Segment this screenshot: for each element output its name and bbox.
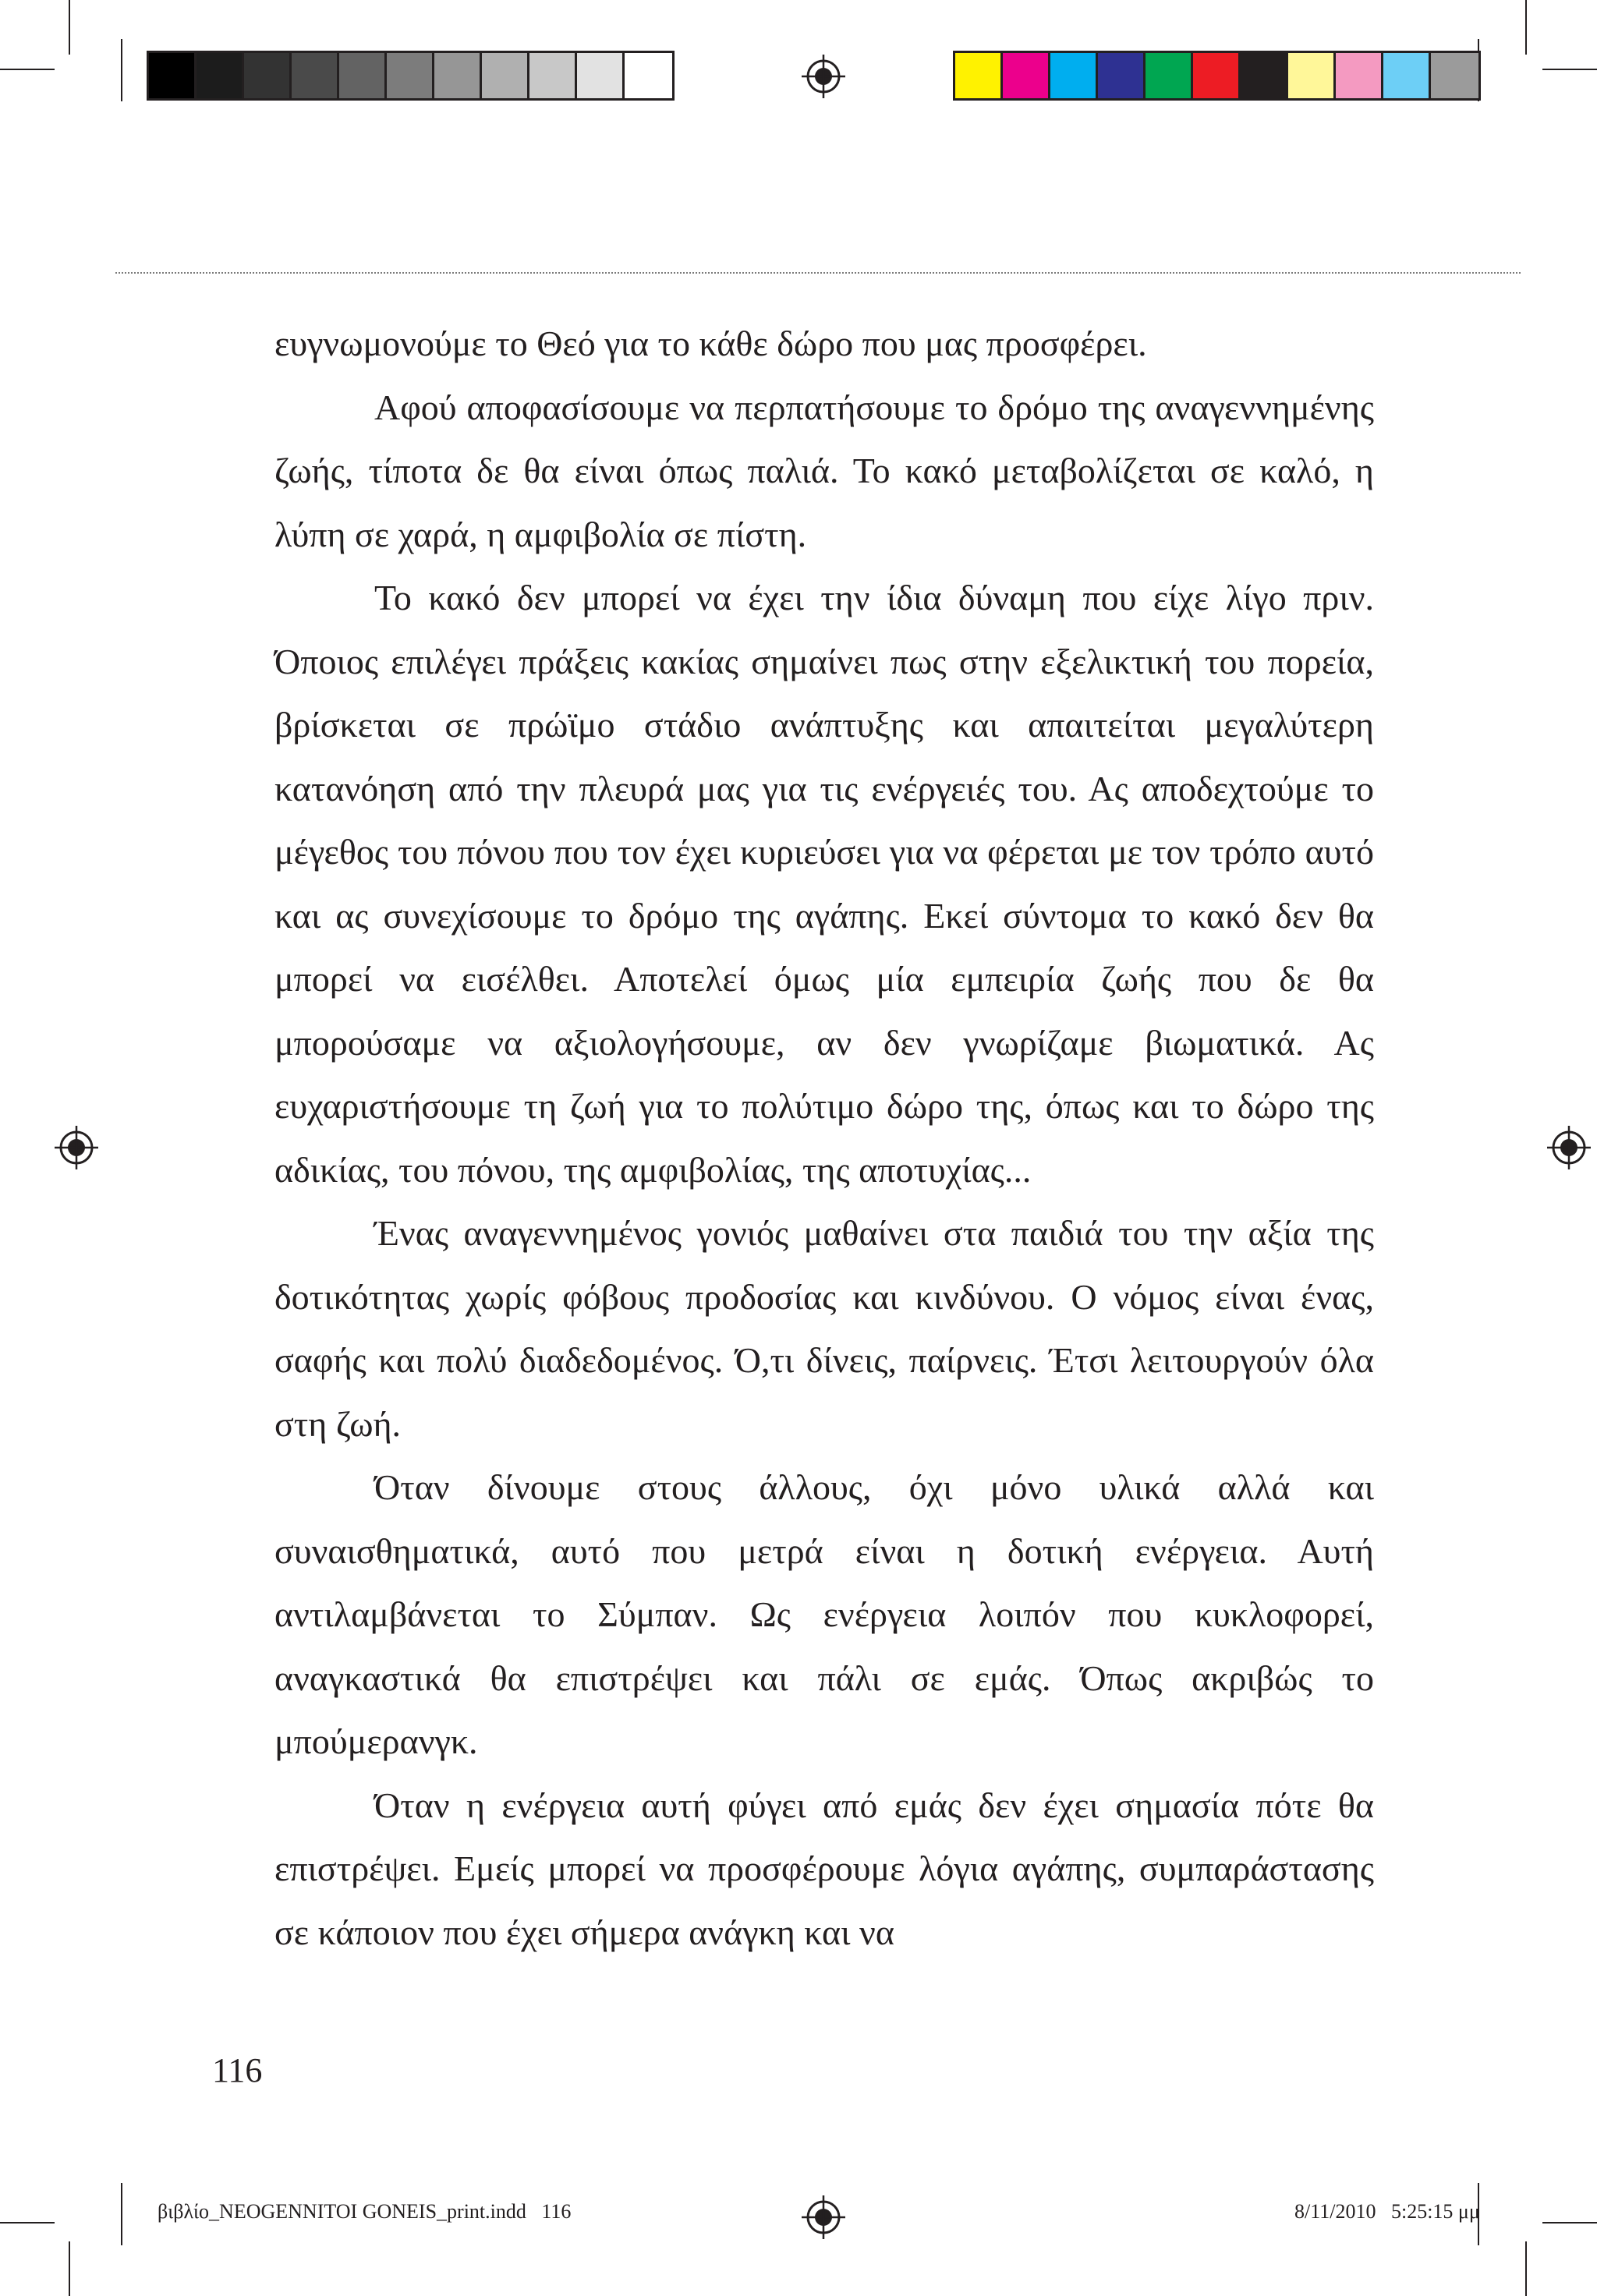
crop-mark bbox=[1525, 2241, 1527, 2296]
crop-mark bbox=[1525, 0, 1527, 55]
color-swatch bbox=[1193, 53, 1241, 98]
color-swatch bbox=[149, 53, 197, 98]
crop-mark bbox=[69, 0, 70, 55]
color-swatch bbox=[244, 53, 292, 98]
color-swatch bbox=[1050, 53, 1098, 98]
registration-mark-icon bbox=[802, 55, 845, 98]
color-swatch bbox=[387, 53, 434, 98]
paragraph: Το κακό δεν μπορεί να έχει την ίδια δύναμη που είχε λίγο πριν. Όποιος επιλέγει πράξεις κακίας σημαίνει πως στην εξελικτική του πορεία, βρίσκεται σε πρώϊμο στάδιο ανάπτυξης και απαιτείται μεγαλύτερη κατανόηση από την πλευρά μας για τις ενέργειές του. Ας αποδεχτούμε το μέγεθος του πόνου που τον έχει κυριεύσει για να φέρεται με τον τρόπο αυτό και ας συνεχίσουμε το δρόμο της αγάπης. Εκεί σύντομα το κακό δεν θα μπορεί να εισέλθει. Αποτελεί όμως μία εμπειρία ζωής που δε θα μπορούσαμε να αξιολογήσουμε, αν δεν γνωρίζαμε βιωματικά. Ας ευχαριστήσουμε τη ζωή για το πολύτιμο δώρο της, όπως και το δώρο της αδικίας, του πόνου, της αμφιβολίας, της αποτυχίας... bbox=[274, 578, 1374, 1190]
paragraph: Ένας αναγεννημένος γονιός μαθαίνει στα παιδιά του την αξία της δοτικότητας χωρίς φόβους προδοσίας και κινδύνου. Ο νόμος είναι ένας, σαφής και πολύ διαδεδομένος. Ό,τι δίνεις, παίρνεις. Έτσι λειτουργούν όλα στη ζωή. bbox=[274, 1213, 1374, 1444]
crop-mark bbox=[0, 69, 55, 70]
crop-mark bbox=[69, 2241, 70, 2296]
color-swatch bbox=[1336, 53, 1383, 98]
color-swatch bbox=[482, 53, 529, 98]
header-dotted-rule bbox=[115, 272, 1521, 274]
crop-mark bbox=[1542, 69, 1597, 70]
paragraph: Αφού αποφασίσουμε να περπατήσουμε το δρόμο της αναγεννημένης ζωής, τίποτα δε θα είναι όπως παλιά. Το κακό μεταβολίζεται σε καλό, η λύπη σε χαρά, η αμφιβολία σε πίστη. bbox=[274, 387, 1374, 554]
color-swatch bbox=[1146, 53, 1193, 98]
color-swatch bbox=[292, 53, 339, 98]
crop-mark bbox=[121, 2183, 122, 2245]
color-swatch bbox=[339, 53, 387, 98]
color-swatch bbox=[1383, 53, 1431, 98]
slug-file-name: βιβλίο_NEOGENNITOI GONEIS_print.indd 116 bbox=[158, 2200, 572, 2223]
color-swatch bbox=[1288, 53, 1336, 98]
color-swatch bbox=[625, 53, 672, 98]
body-text bbox=[274, 312, 1374, 1964]
page-number: 116 bbox=[212, 2051, 263, 2089]
color-swatch bbox=[434, 53, 482, 98]
color-swatch bbox=[1241, 53, 1288, 98]
color-swatch bbox=[955, 53, 1003, 98]
paragraph: ευγνωμονούμε το Θεό για το κάθε δώρο που μας προσφέρει. bbox=[274, 324, 1147, 363]
crop-mark bbox=[121, 39, 122, 101]
color-swatch bbox=[1098, 53, 1146, 98]
color-swatch bbox=[1003, 53, 1050, 98]
color-swatch bbox=[197, 53, 244, 98]
color-swatch bbox=[529, 53, 577, 98]
paragraph: Όταν δίνουμε στους άλλους, όχι μόνο υλικά αλλά και συναισθηματικά, αυτό που μετρά είναι η δοτική ενέργεια. Αυτή αντιλαμβάνεται το Σύμπαν. Ως ενέργεια λοιπόν που κυκλοφορεί, αναγκαστικά θα επιστρέψει και πάλι σε εμάς. Όπως ακριβώς το μπούμερανγκ. bbox=[274, 1467, 1374, 1761]
paragraph: Όταν η ενέργεια αυτή φύγει από εμάς δεν έχει σημασία πότε θα επιστρέψει. Εμείς μπορεί να προσφέρουμε λόγια αγάπης, συμπαράστασης σε κάποιον που έχει σήμερα ανάγκη και να bbox=[274, 1785, 1374, 1952]
color-swatch bbox=[577, 53, 625, 98]
slug-datetime: 8/11/2010 5:25:15 μμ bbox=[1294, 2200, 1480, 2223]
registration-mark-icon bbox=[1547, 1126, 1591, 1169]
registration-mark-icon bbox=[55, 1126, 98, 1169]
color-swatch bbox=[1431, 53, 1478, 98]
crop-mark bbox=[0, 2222, 55, 2223]
registration-mark-icon bbox=[802, 2195, 845, 2239]
color-calibration-bar bbox=[953, 51, 1481, 101]
grayscale-calibration-bar bbox=[147, 51, 675, 101]
crop-mark bbox=[1542, 2222, 1597, 2223]
